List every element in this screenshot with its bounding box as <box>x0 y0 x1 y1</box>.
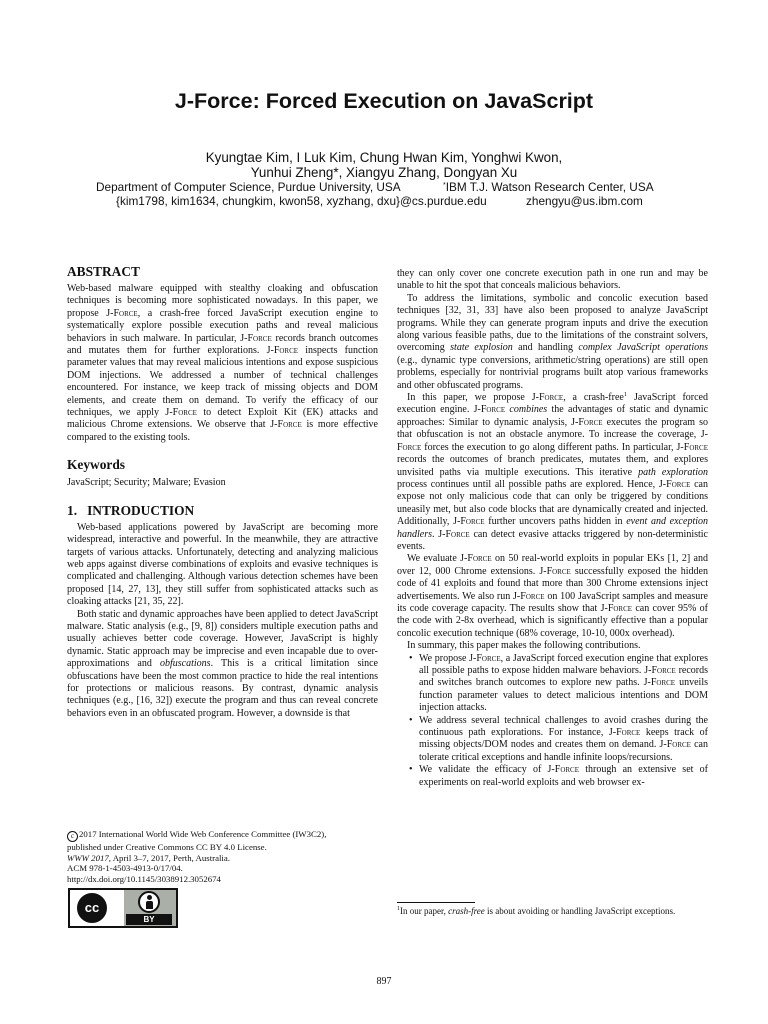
contribution-item: • We propose J-Force, a JavaScript forced execution engine that explores all possible paths to expose hidden malware behaviors. J-Force records and switches branch outcomes to explore new paths. J-Force unveils function parameter values to detect malicious intentions and DOM injection attacks. <box>407 653 708 715</box>
copyright-line-2: published under Creative Commons CC BY 4.0 License. <box>67 842 267 852</box>
intro-paragraph-6: In summary, this paper makes the following contributions. <box>407 640 641 652</box>
intro-paragraph-3: To address the limitations, symbolic and concolic execution based techniques [32, 31, 33] have also been proposed to analyze JavaScript programs. While they can generate program inputs and drive the execution along various feasible paths, due to the limitations of the constraint solvers, overcoming state explosion and handling complex JavaScript operations (e.g., dynamic type conversions, arithmetic/string operations) are still open problems, especially for nontrivial programs built atop various frameworks and other obfuscated programs. <box>397 292 709 391</box>
affiliation-ibm-mark: * <box>443 182 446 189</box>
cc-icon: cc <box>77 893 107 923</box>
cc-by-license-badge <box>68 888 178 928</box>
by-label: BY <box>126 914 172 925</box>
introduction-heading: 1. INTRODUCTION <box>67 502 195 518</box>
left-column <box>67 264 378 720</box>
copyright-venue: WWW 2017, <box>67 852 111 863</box>
copyright-line-3 <box>67 853 378 864</box>
right-column <box>397 268 708 789</box>
abstract-heading: ABSTRACT <box>67 264 140 279</box>
footnote-text-2: is about avoiding or handling JavaScript exceptions. <box>484 906 676 916</box>
footnote <box>397 906 708 917</box>
copyright-symbol: c <box>67 831 78 842</box>
page-number: 897 <box>376 976 392 987</box>
footnote-term: crash-free <box>448 906 485 916</box>
intro-paragraph-4: In this paper, we propose J-Force, a crash-free$^1$ JavaScript forced execution engine. J-Force combines the advantages of static and dynamic approaches: Similar to dynamic analysis, J-Force executes the program so that obfuscation is not an obstacle anymore. To increase the coverage, J-Force forces the execution to go along different paths. In particular, J-Force records the outcomes of branch predicates, mutates them, and explores unvisited paths via multiple executions. This iterative path exploration process continues until all possible paths are explored. Hence, J-Force can expose not only malicious code that can only be triggered by conditions uneasily met, but also code blocks that are dynamically created and injected. Additionally, J-Force further uncovers paths hidden in event and exception handlers. J-Force can detect evasive attacks triggered by non-deterministic events. <box>397 391 709 552</box>
copyright-doi: http://dx.doi.org/10.1145/3038912.3052674 <box>67 873 221 884</box>
affiliation-ibm-text: IBM T.J. Watson Research Center, USA <box>445 180 654 194</box>
footnote-text-1: In our paper, <box>400 906 449 916</box>
copyright-line-4: ACM 978-1-4503-4913-0/17/04. <box>67 863 183 873</box>
intro-paragraph-1: Web-based applications powered by JavaScript are becoming more widespread, interactive and powerful. In the meanwhile, they are attractive targets of various attacks. Unfortunately, detecting and analyzing malicious web apps against diverse combinations of exploits and evasive techniques is complicated and challenging. Although various detection schemes have been proposed [14, 27, 13], they still suffer from sophisticated attacks such as cloaking attacks [21, 35, 22]. <box>67 521 378 608</box>
affiliation-purdue: Department of Computer Science, Purdue University, USA <box>96 180 401 194</box>
contributions-list <box>407 653 708 789</box>
copyright-venue-rest: April 3–7, 2017, Perth, Australia. <box>110 852 230 863</box>
paper-title: J-Force: Forced Execution on JavaScript <box>174 89 594 113</box>
intro-paragraph-2: Both static and dynamic approaches have been applied to detect JavaScript malware. Static analysis (e.g., [9, 8]) considers multiple execution paths and usually achieves better code coverage. However, JavaScript is highly dynamic. Static approach may be imprecise and even incapable due to over-approximations and obfuscations. This is a critical limitation since obfuscations have been the most common practice to hide the real intentions for protections or malicious reasons. By contrast, dynamic analysis techniques (e.g., [16, 32]) execute the program and thus can reveal concrete behaviors even in an obfuscated program. However, a downside is that <box>67 608 378 719</box>
contribution-item: • We address several technical challenges to avoid crashes during the continuous path explorations. For instance, J-Force keeps track of missing objects/DOM nodes and creates them on demand. J-Force can tolerate critical exceptions and handle infinite loops/recursions. <box>407 715 708 765</box>
intro-paragraph-2-continued: they can only cover one concrete execution path in one run and may be unable to hit the spot that conceals malicious behaviors. <box>397 268 708 292</box>
copyright-block <box>67 829 378 884</box>
contribution-item: • We validate the efficacy of J-Force through an extensive set of experiments on real-world exploits and web browser ex- <box>407 764 708 789</box>
authors-line-2: Yunhui Zheng*, Xiangyu Zhang, Dongyan Xu <box>250 165 518 180</box>
footnote-mark: 1 <box>397 906 400 912</box>
email-ibm: zhengyu@us.ibm.com <box>526 194 643 208</box>
keywords-text: JavaScript; Security; Malware; Evasion <box>67 477 226 489</box>
affiliation-ibm <box>443 180 654 194</box>
keywords-heading: Keywords <box>67 457 126 473</box>
abstract-paragraph: Web-based malware equipped with stealthy cloaking and obfuscation techniques is becoming more sophisticated nowadays. In this paper, we propose J-Force, a crash-free forced JavaScript execution engine to systematically explore possible execution paths and reveal malicious behaviors in such malware. In particular, J-Force records branch outcomes and mutates them for further explorations. J-Force inspects function parameter values that may reveal malicious intentions and expose suspicious DOM injections. We addressed a number of technical challenges encountered. For instance, we keep track of missing objects and DOM elements, and create them on demand. To verify the efficacy of our techniques, we apply J-Force to detect Exploit Kit (EK) attacks and malicious Chrome extensions. We observe that J-Force is more effective compared to the existing tools. <box>67 283 379 443</box>
intro-paragraph-5: We evaluate J-Force on 50 real-world exploits in popular EKs [1, 2] and over 12, 000 Chrome extensions. J-Force successfully exposed the hidden code of 41 exploits and found that more than 300 Chrome extensions inject advertisements. We also run J-Force on 100 JavaScript samples and measure its code coverage capacity. The results show that J-Force can cover 95% of the code with 2-8x overhead, which is significantly effective than a popular concolic execution technique (68% coverage, 10-10, 000x overhead). <box>397 553 709 639</box>
copyright-text-1: 2017 International World Wide Web Conference Committee (IW3C2), <box>79 829 327 839</box>
copyright-line-1 <box>67 829 378 842</box>
attribution-person-icon <box>138 891 160 913</box>
emails-purdue: {kim1798, kim1634, chungkim, kwon58, xyzhang, dxu}@cs.purdue.edu <box>116 194 487 208</box>
footnote-rule <box>397 902 475 903</box>
authors-line-1: Kyungtae Kim, I Luk Kim, Chung Hwan Kim, Yonghwi Kwon, <box>205 150 563 165</box>
